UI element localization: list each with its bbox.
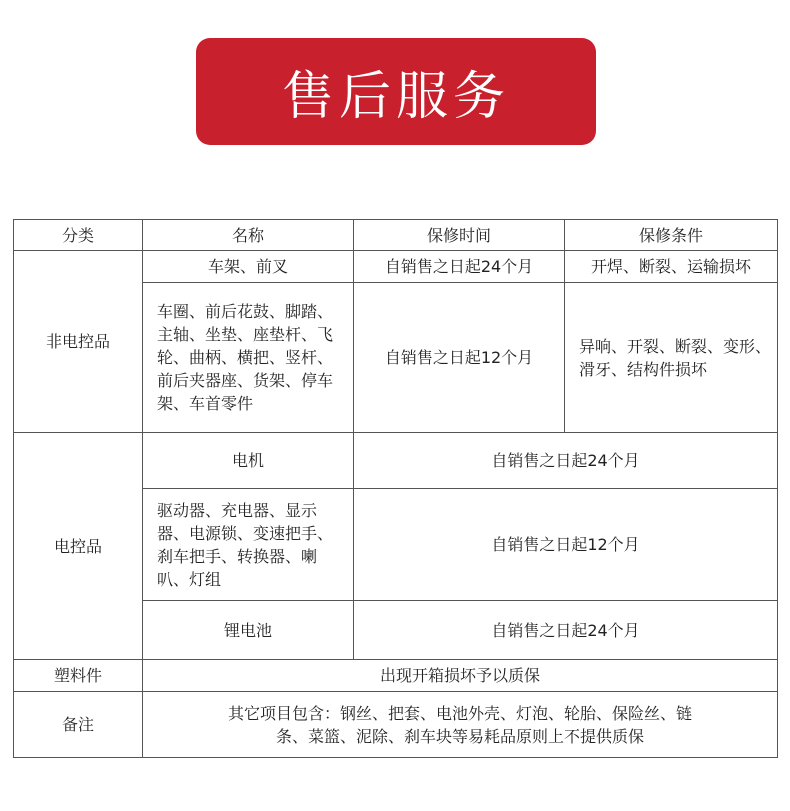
period-cell: 自销售之日起24个月 (354, 433, 778, 489)
period-cell: 自销售之日起24个月 (354, 601, 778, 660)
name-cell: 驱动器、充电器、显示器、电源锁、变速把手、刹车把手、转换器、喇叭、灯组 (143, 489, 354, 601)
name-cell: 锂电池 (143, 601, 354, 660)
name-cell: 电机 (143, 433, 354, 489)
table-row (14, 692, 778, 758)
service-title-banner (196, 38, 596, 145)
table-row (14, 433, 778, 489)
category-cell: 塑料件 (14, 660, 143, 692)
period-cell: 自销售之日起12个月 (354, 489, 778, 601)
banner-title: 售后服务 (281, 67, 510, 127)
period-cell: 自销售之日起24个月 (354, 251, 565, 283)
header-category: 分类 (14, 220, 143, 251)
condition-cell: 异响、开裂、断裂、变形、滑牙、结构件损坏 (565, 283, 778, 433)
header-name: 名称 (143, 220, 354, 251)
note-cell: 其它项目包含：钢丝、把套、电池外壳、灯泡、轮胎、保险丝、链条、菜篮、泥除、刹车块等易耗品原则上不提供质保 (143, 692, 778, 758)
category-cell: 非电控品 (14, 251, 143, 433)
period-cell: 自销售之日起12个月 (354, 283, 565, 433)
plastic-warranty-cell: 出现开箱损坏予以质保 (143, 660, 778, 692)
warranty-table (13, 219, 778, 758)
name-cell: 车架、前叉 (143, 251, 354, 283)
table-header-row (14, 220, 778, 251)
table-row (14, 660, 778, 692)
table-row (14, 251, 778, 283)
header-condition: 保修条件 (565, 220, 778, 251)
header-period: 保修时间 (354, 220, 565, 251)
category-cell: 电控品 (14, 433, 143, 660)
condition-cell: 开焊、断裂、运输损坏 (565, 251, 778, 283)
category-cell: 备注 (14, 692, 143, 758)
name-cell: 车圈、前后花鼓、脚踏、主轴、坐垫、座垫杆、飞轮、曲柄、横把、竖杆、前后夹器座、货架、停车架、车首零件 (143, 283, 354, 433)
